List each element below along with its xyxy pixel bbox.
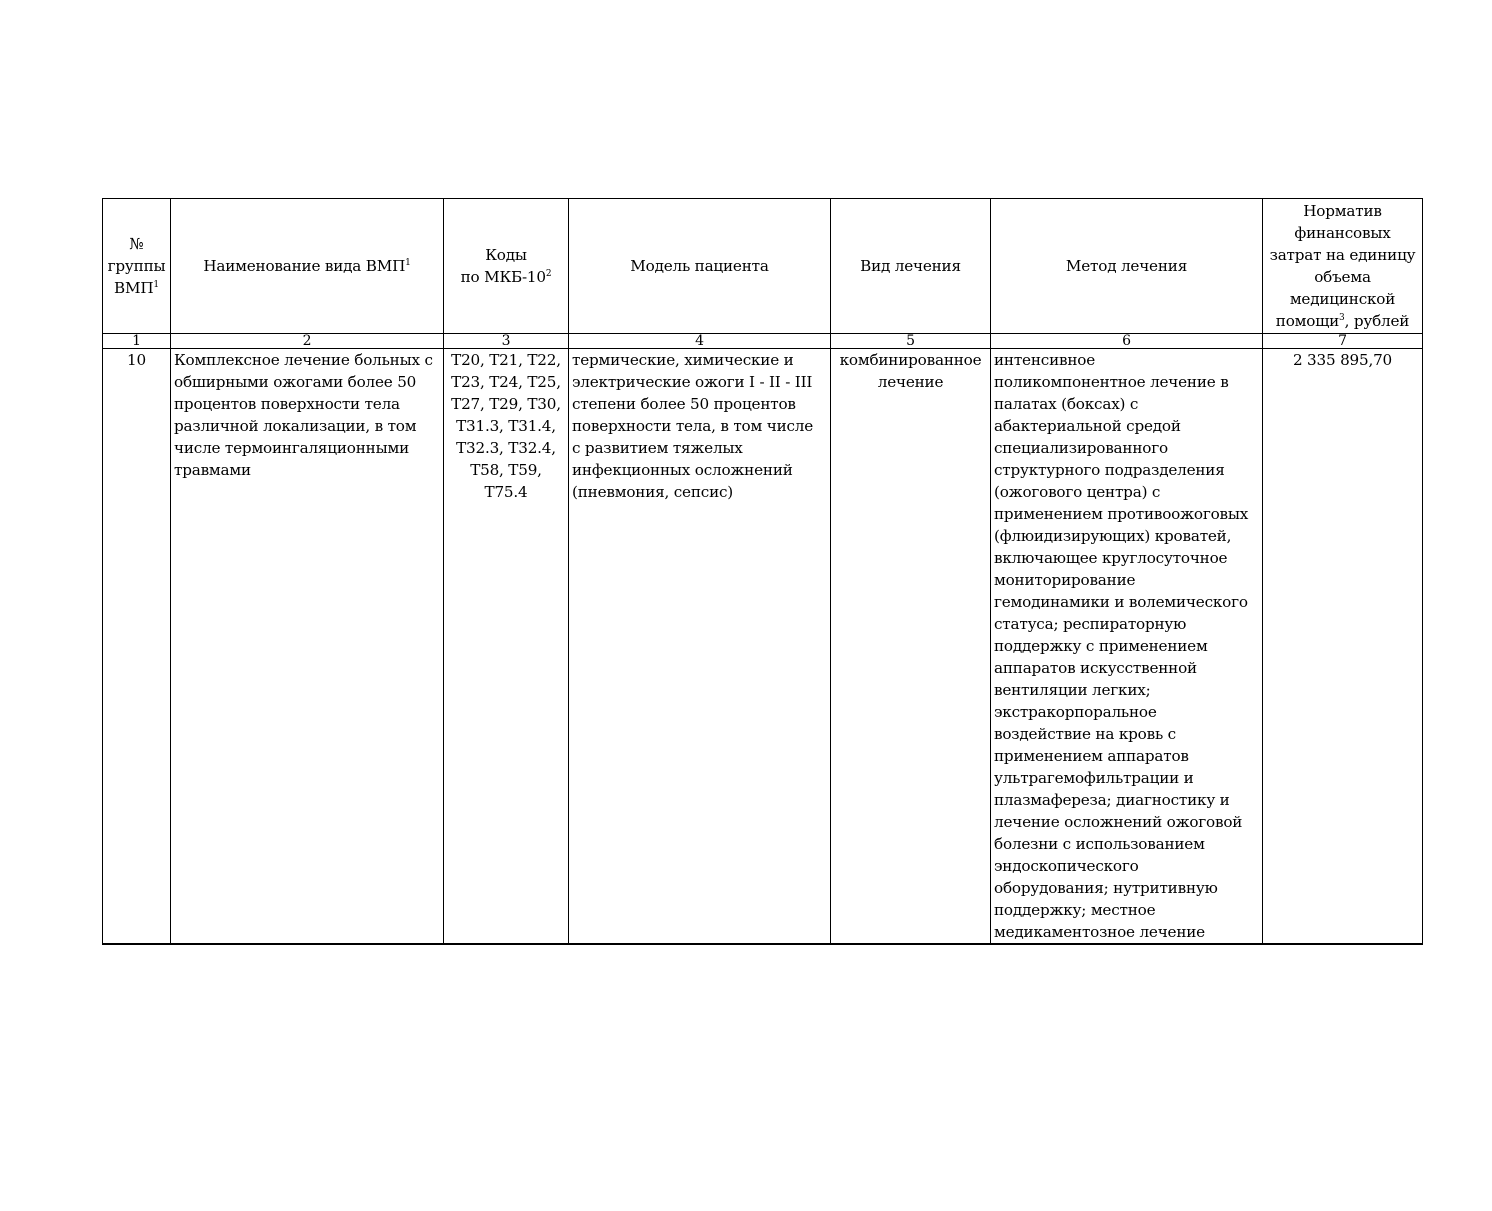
cell-treatment-method: интенсивное поликомпонентное лечение в палатах (боксах) с абактериальной средой специализированного структурного подразделения (ожогового центра) с применением противоожоговых (флюидизирующих) кроватей, включающее круглосуточное мониторирование гемодинамики и волемического статуса; респираторную поддержку с применением аппаратов искусственной вентиляции легких; экстракорпоральное воздействие на кровь с применением аппаратов ультрагемофильтрации и плазмафереза; диагностику и лечение осложнений ожоговой болезни с использованием эндоскопического оборудования; нутритивную поддержку; местное медикаментозное лечение <box>991 349 1263 945</box>
header-patient-model-text: Модель пациента <box>630 257 769 275</box>
cell-patient-model: термические, химические и электрические ожоги I - II - III степени более 50 процентов поверхности тела, в том числе с развитием тяжелых инфекционных осложнений (пневмония, сепсис) <box>569 349 831 945</box>
column-number: 7 <box>1263 334 1423 349</box>
header-treatment-type <box>831 199 991 334</box>
cell-icd-codes: T20, T21, T22, T23, T24, T25, T27, T29, T30, T31.3, T31.4, T32.3, T32.4, T58, T59, T75.4 <box>444 349 569 945</box>
table-row <box>103 349 1423 945</box>
header-vmp-name-text: Наименование вида ВМП <box>203 257 406 275</box>
column-number: 1 <box>103 334 171 349</box>
header-group-no <box>103 199 171 334</box>
footnote-marker: 1 <box>405 257 411 268</box>
header-icd-codes <box>444 199 569 334</box>
header-treatment-method <box>991 199 1263 334</box>
header-icd-codes-text: Коды по МКБ-10 <box>460 246 546 286</box>
cell-treatment-type: комбинированное лечение <box>831 349 991 945</box>
header-treatment-type-text: Вид лечения <box>860 257 961 275</box>
column-number: 5 <box>831 334 991 349</box>
column-number: 2 <box>171 334 444 349</box>
header-vmp-name <box>171 199 444 334</box>
header-treatment-method-text: Метод лечения <box>1065 257 1188 275</box>
header-group-no-text: № группы ВМП <box>107 235 166 297</box>
footnote-marker: 3 <box>1339 312 1345 323</box>
column-number: 4 <box>569 334 831 349</box>
vmp-table <box>102 198 1423 945</box>
column-number: 3 <box>444 334 569 349</box>
column-number-row <box>103 334 1423 349</box>
cell-cost-standard: 2 335 895,70 <box>1263 349 1423 945</box>
header-cost-standard <box>1263 199 1423 334</box>
header-patient-model <box>569 199 831 334</box>
header-cost-standard-text: Норматив финансовых затрат на единицу объема медицинской помощи <box>1269 202 1416 330</box>
footnote-marker: 2 <box>545 268 552 279</box>
table-header-row <box>103 199 1423 334</box>
header-cost-standard-suffix: , рублей <box>1344 312 1410 330</box>
column-number: 6 <box>991 334 1263 349</box>
cell-vmp-name: Комплексное лечение больных с обширными ожогами более 50 процентов поверхности тела различной локализации, в том числе термоингаляционными травмами <box>171 349 444 945</box>
footnote-marker: 1 <box>153 279 159 290</box>
cell-group-no: 10 <box>103 349 171 945</box>
